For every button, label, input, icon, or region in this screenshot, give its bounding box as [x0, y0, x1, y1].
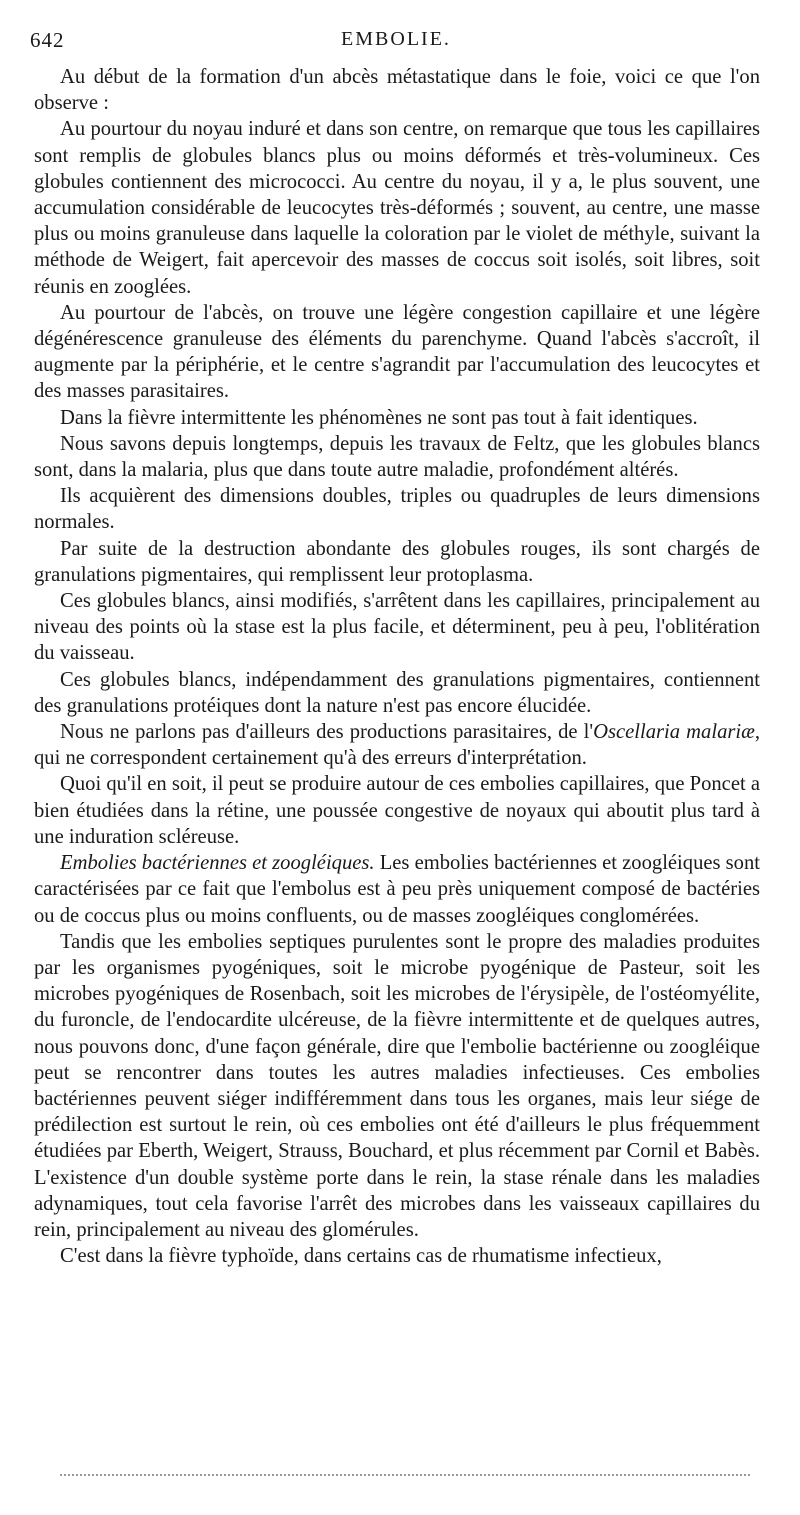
section-heading: Embolies bactériennes et zoogléiques.	[60, 852, 375, 875]
paragraph: Ces globules blancs, indépendamment des granulations pigmentaires, contiennent des granulations protéiques dont la nature n'est pas encore élucidée.	[34, 668, 760, 717]
paragraph: Ces globules blancs, ainsi modifiés, s'arrêtent dans les capillaires, principalement au niveau des points où la stase est la plus facile, et déterminent, peu à peu, l'oblitération du vaisseau.	[34, 590, 760, 665]
paragraph: Nous savons depuis longtemps, depuis les travaux de Feltz, que les globules blancs sont, dans la malaria, plus que dans toute autre maladie, profondément altérés.	[34, 432, 760, 482]
page-number: 642	[30, 28, 65, 52]
text-run: Nous ne parlons pas d'ailleurs des productions parasitaires, de l'	[60, 721, 594, 744]
page-header	[30, 28, 762, 58]
paragraph: Au début de la formation d'un abcès métastatique dans le foie, voici ce que l'on observe :	[34, 66, 760, 115]
paragraph: Quoi qu'il en soit, il peut se produire autour de ces embolies capillaires, que Poncet a bien étudiées dans la rétine, une poussée congestive de noyaux qui aboutit plus tard à une induration scléreuse.	[34, 773, 760, 848]
italic-term: Oscellaria malariæ	[593, 721, 755, 744]
text-run: Les embolies bactériennes et zoogléiques sont caractérisées par ce fait que l'embolus est à peu près uniquement composé de bactéries ou de coccus plus ou moins confluents, ou de masses zoogléiques conglomérées.	[34, 852, 761, 927]
paragraph: Tandis que les embolies septiques purulentes sont le propre des maladies produites par les organismes pyogéniques, soit le microbe pyogénique de Pasteur, soit les microbes pyogéniques de Rosenbach, soit les microbes de l'érysipèle, de l'ostéomyélite, du furoncle, de l'endocardite ulcéreuse, de la fièvre intermittente et de quelques autres, nous pouvons donc, d'une façon générale, dire que l'embolie bactérienne ou zoogléique peut se rencontrer dans toutes les autres maladies infectieuses. Ces embolies bactériennes peuvent siéger indifféremment dans tous les organes, mais leur siége de prédilection est surtout le rein, où ces embolies ont été d'ailleurs le plus fréquemment étudiées par Eberth, Weigert, Strauss, Bouchard, et plus récemment par Cornil et Babès. L'existence d'un double système porte dans le rein, la stase rénale dans les maladies adynamiques, tout cela favorise l'arrêt des microbes dans les vaisseaux capillaires du rein, principalement au niveau des glomérules.	[34, 930, 760, 1241]
body-text	[34, 64, 760, 1269]
paragraph	[34, 850, 760, 929]
footer-dotted-rule	[60, 1474, 750, 1476]
paragraph: Par suite de la destruction abondante des globules rouges, ils sont chargés de granulations pigmentaires, qui remplissent leur protoplasma.	[34, 537, 760, 586]
paragraph: Au pourtour du noyau induré et dans son centre, on remarque que tous les capillaires sont remplis de globules blancs plus ou moins déformés et très-volumineux. Ces globules contiennent des micrococci. Au centre du noyau, il y a, le plus souvent, une accumulation considérable de leucocytes très-déformés ; souvent, au centre, une masse plus ou moins granuleuse dans laquelle la coloration par le violet de méthyle, suivant la méthode de Weigert, fait apercevoir des masses de coccus soit isolés, soit libres, soit réunis en zooglées.	[34, 118, 760, 298]
running-title: EMBOLIE.	[341, 28, 451, 50]
paragraph: Dans la fièvre intermittente les phénomènes ne sont pas tout à fait identiques.	[60, 406, 698, 429]
paragraph: C'est dans la fièvre typhoïde, dans certains cas de rhumatisme infectieux,	[60, 1245, 662, 1268]
text-run: , qui ne correspondent certainement qu'à des erreurs d'interprétation.	[34, 721, 760, 770]
paragraph	[34, 719, 760, 771]
paragraph: Au pourtour de l'abcès, on trouve une légère congestion capillaire et une légère dégénérescence granuleuse des éléments du parenchyme. Quand l'abcès s'accroît, il augmente par la périphérie, et le centre s'agrandit par l'accumulation des leucocytes et des masses parasitaires.	[34, 301, 760, 403]
paragraph: Ils acquièrent des dimensions doubles, triples ou quadruples de leurs dimensions normales.	[34, 485, 760, 534]
